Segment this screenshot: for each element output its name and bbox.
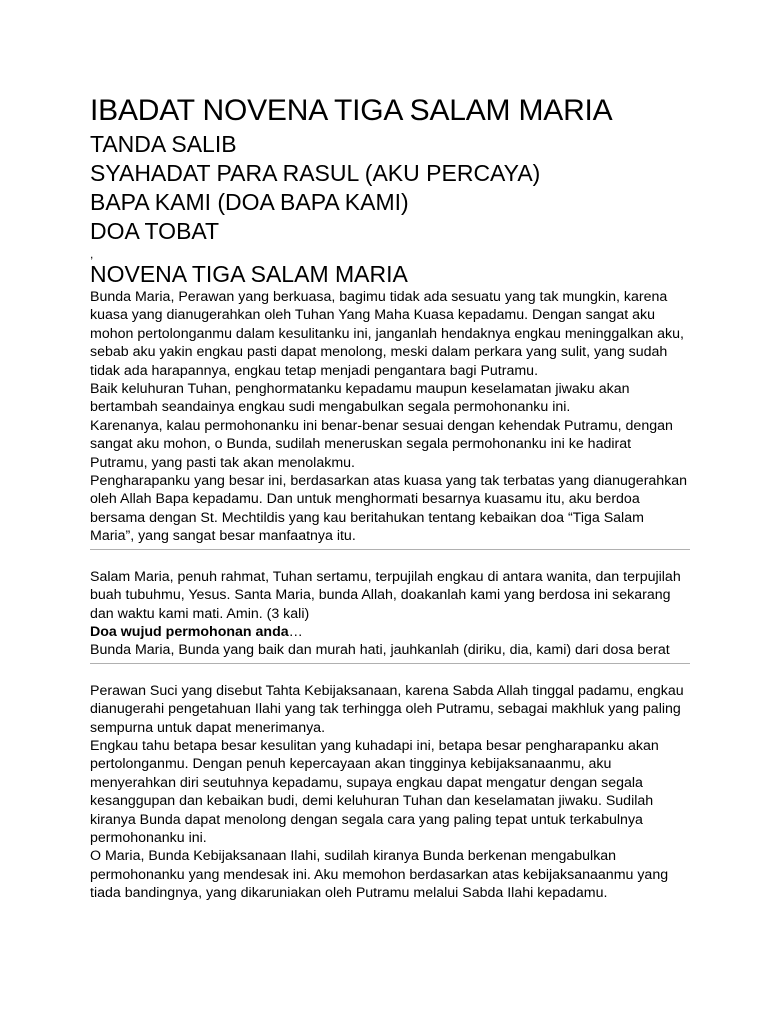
paragraph: Pengharapanku yang besar ini, berdasarkan atas kuasa yang tak terbatas yang dianugerahkan oleh Allah Bapa kepadamu. Dan untuk menghormati besarnya kuasamu itu, aku berdoa bersama dengan St. Mechtildis yang kau beritahukan tentang kebaikan doa “Tiga Salam Maria”, yang sangat besar manfaatnya itu. (90, 473, 688, 545)
paragraph: Bunda Maria, Perawan yang berkuasa, bagimu tidak ada sesuatu yang tak mungkin, karena kuasa yang dianugerahkan oleh Tuhan Yang Maha Kuasa kepadamu. Dengan sangat aku mohon pertolonganmu dalam kesulitanku ini, janganlah hendaknya engkau meninggalkan aku, sebab aku yakin engkau pasti dapat menolong, meski dalam perkara yang sulit, yang sudah tidak ada harapannya, engkau tetap menjadi pengantara bagi Putramu. (90, 289, 684, 379)
paragraph: Engkau tahu betapa besar kesulitan yang kuhadapi ini, betapa besar pengharapanku akan pertolonganmu. Dengan penuh kepercayaan akan tingginya kebijaksanaanmu, aku menyerahkan diri seutuhnya kepadamu, supaya engkau dapat mengatur dengan segala kesanggupan dan kebaikan budi, demi keluhuran Tuhan dan keselamatan jiwaku. Sudilah kiranya Bunda dapat menolong dengan segala cara yang paling tepat untuk terkabulnya permohonanku ini. (90, 737, 659, 846)
salam-maria-section (90, 568, 690, 660)
petition-ellipsis: … (288, 623, 303, 640)
paragraph: O Maria, Bunda Kebijaksanaan Ilahi, sudilah kiranya Bunda berkenan mengabulkan permohonanku yang mendesak ini. Aku memohon berdasarkan atas kebijaksanaanmu yang tiada bandingnya, yang dikaruniakan oleh Putramu melalui Sabda Ilahi kepadamu. (90, 848, 669, 902)
prayer-order-list (90, 130, 690, 246)
paragraph: Bunda Maria, Bunda yang baik dan murah hati, jauhkanlah (diriku, dia, kami) dari dosa berat (90, 642, 670, 659)
heading-doa-tobat: DOA TOBAT (90, 218, 220, 244)
paragraph: Baik keluhuran Tuhan, penghormatanku kepadamu maupun keselamatan jiwaku akan bertambah seandainya engkau sudi mengabulkan segala permohonanku ini. (90, 381, 630, 416)
petition-line (90, 623, 690, 641)
stray-comma: , (90, 247, 94, 261)
heading-syahadat: SYAHADAT PARA RASUL (AKU PERCAYA) (90, 160, 541, 186)
document-page (90, 92, 690, 903)
heading-tanda-salib: TANDA SALIB (90, 131, 237, 157)
paragraph: Karenanya, kalau permohonanku ini benar-benar sesuai dengan kehendak Putramu, dengan sangat aku mohon, o Bunda, sudilah meneruskan segala permohonanku ini ke hadirat Putramu, yang pasti tak akan menolakmu. (90, 417, 673, 471)
tahta-kebijaksanaan-section (90, 682, 690, 903)
document-title: IBADAT NOVENA TIGA SALAM MARIA (90, 94, 613, 127)
heading-bapa-kami: BAPA KAMI (DOA BAPA KAMI) (90, 189, 409, 215)
petition-label: Doa wujud permohonan anda (90, 623, 289, 640)
paragraph: Perawan Suci yang disebut Tahta Kebijaksanaan, karena Sabda Allah tinggal padamu, engkau dianugerahi pengetahuan Ilahi yang tak terhingga oleh Putramu, sebagai makhluk yang paling sempurna untuk dapat menerimanya. (90, 682, 684, 736)
paragraph: Salam Maria, penuh rahmat, Tuhan sertamu, terpujilah engkau di antara wanita, dan terpujilah buah tubuhmu, Yesus. Santa Maria, bunda Allah, doakanlah kami yang berdosa ini sekarang dan waktu kami mati. Amin. (3 kali) (90, 568, 681, 622)
section-subtitle: NOVENA TIGA SALAM MARIA (90, 261, 408, 287)
novena-intro-section (90, 288, 690, 546)
